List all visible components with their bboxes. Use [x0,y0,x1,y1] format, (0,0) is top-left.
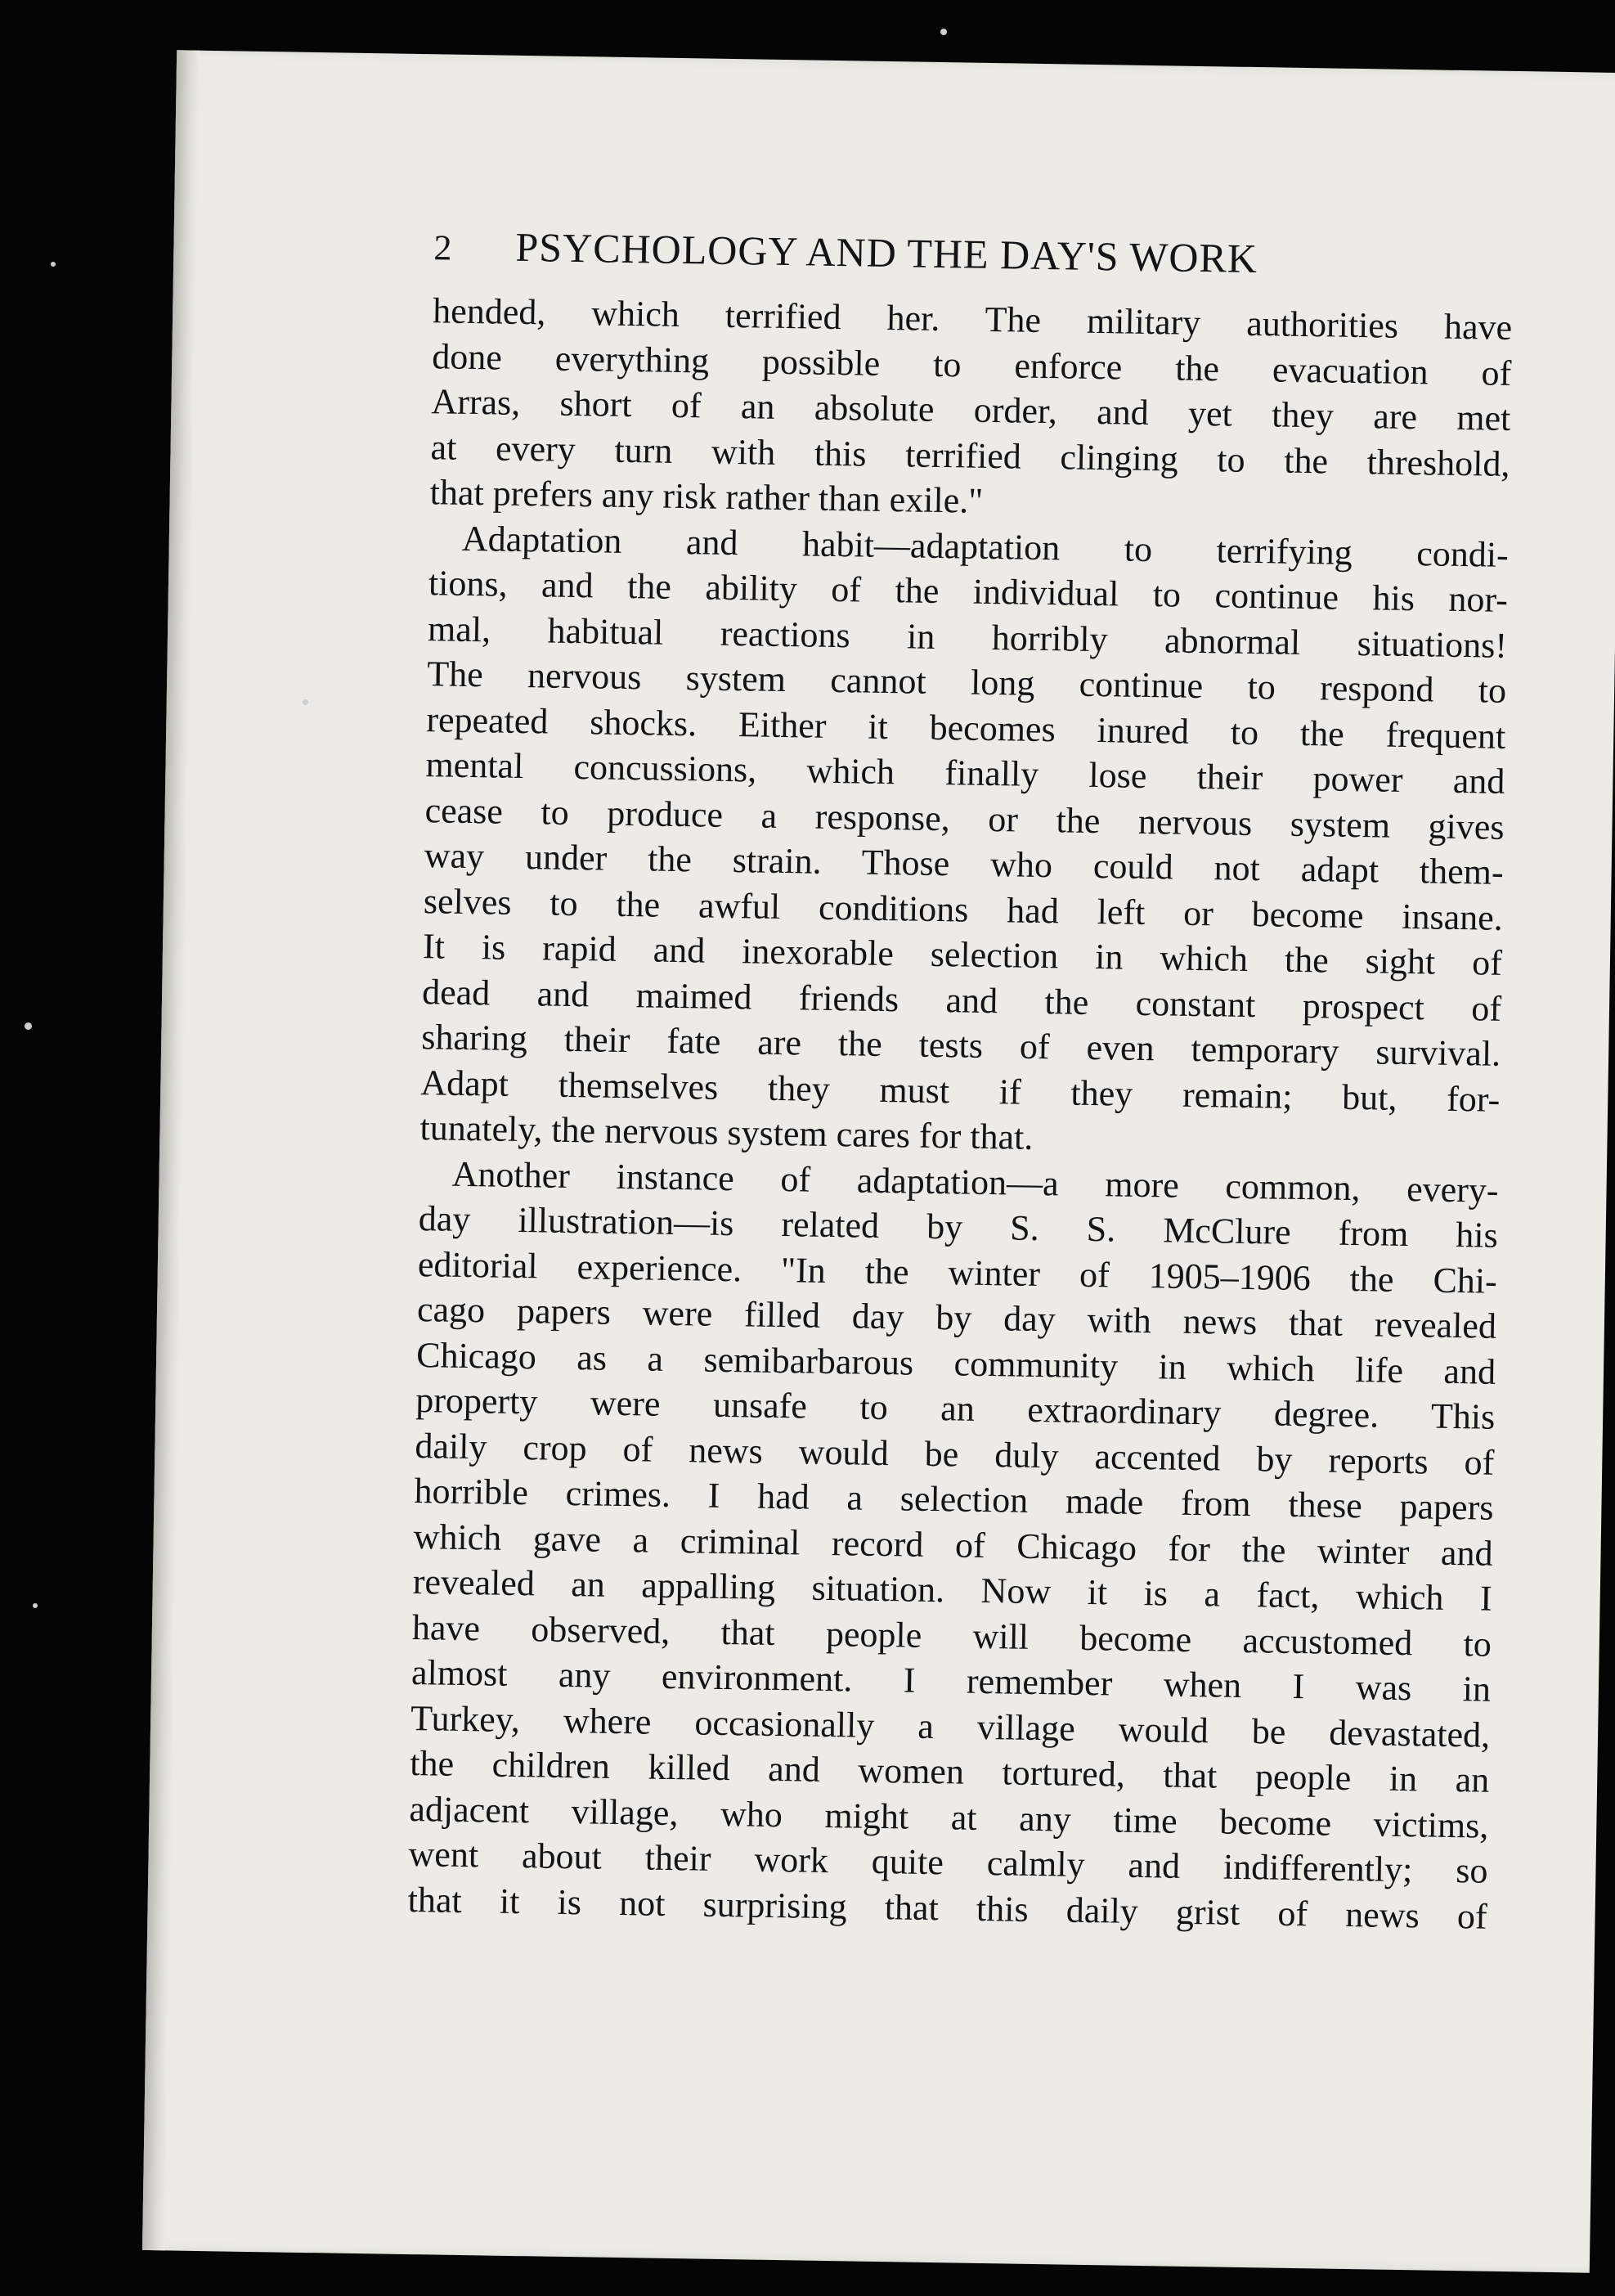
text-line: cago papers were filled day by day with news that revealed [416,1289,1497,1346]
text-line: have observed, that people will become accustomed to [411,1606,1492,1665]
text-line: that it is not surprising that this daily grist of news of [407,1879,1487,1937]
text-line: which gave a criminal record of Chicago for the winter and [413,1516,1493,1574]
text-line: almost any environment. I remember when I was in [410,1652,1492,1710]
text-line: day illustration—is related by S. S. McClure from his [418,1198,1499,1256]
text-line: Chicago as a semibarbarous community in which life and [415,1334,1496,1392]
page-number: 2 [433,227,453,268]
text-line: selves to the awful conditions had left or become insane. [423,880,1504,938]
running-head: PSYCHOLOGY AND THE DAY'S WORK [515,223,1258,282]
text-line: Adapt themselves they must if they remain; but, for- [420,1062,1501,1120]
scan-speck [25,1022,32,1030]
text-line: that prefers any risk rather than exile." [429,472,984,521]
text-line: editorial experience. "In the winter of 1905–1906 the Chi- [417,1243,1498,1301]
page-header [433,222,1514,282]
text-line: way under the strain. Those who could not adapt them- [424,835,1505,892]
text-line: mental concussions, which finally lose their power and [425,744,1505,802]
text-line: hended, which terrified her. The military authorities have [432,290,1513,348]
text-line: Turkey, where occasionally a village would be devastated, [410,1697,1491,1755]
scan-speck [33,1603,38,1608]
body-text [407,288,1512,1939]
text-line: cease to produce a response, or the nervous system gives [424,789,1505,847]
text-line: Arras, short of an absolute order, and yet they are met [431,381,1511,438]
scan-speck [303,699,308,705]
text-line: revealed an appalling situation. Now it is a fact, which I [412,1561,1493,1619]
text-line: daily crop of news would be duly accented by reports of [415,1425,1495,1483]
text-line: adjacent village, who might at any time become victims, [409,1788,1489,1846]
scan-speck [940,29,947,35]
text-line: went about their work quite calmly and indifferently; so [408,1833,1488,1891]
text-line: Another instance of adaptation—a more common, every- [451,1153,1499,1211]
text-line: the children killed and women tortured, that people in an [409,1743,1490,1800]
text-line: done everything possible to enforce the evacuation of [432,335,1512,393]
text-line: sharing their fate are the tests of even temporary survival. [420,1017,1501,1074]
scan-speck [51,262,56,267]
book-page [142,50,1615,2272]
text-line: horrible crimes. I had a selection made from these papers [414,1471,1494,1528]
text-line: repeated shocks. Either it becomes inured to the frequent [426,699,1506,757]
text-line: mal, habitual reactions in horribly abnormal situations! [427,608,1508,666]
text-line: Adaptation and habit—adaptation to terrifying condi- [461,518,1510,575]
text-line: at every turn with this terrified clinging to the threshold, [430,426,1510,484]
text-line: The nervous system cannot long continue to respond to [426,654,1507,711]
text-line: It is rapid and inexorable selection in which the sight of [422,926,1503,983]
text-line: property were unsafe to an extraordinary degree. This [415,1380,1496,1437]
text-line: tunately, the nervous system cares for that. [419,1108,1034,1157]
text-line: tions, and the ability of the individual to continue his nor- [428,563,1509,620]
text-line: dead and maimed friends and the constant prospect of [421,971,1502,1029]
